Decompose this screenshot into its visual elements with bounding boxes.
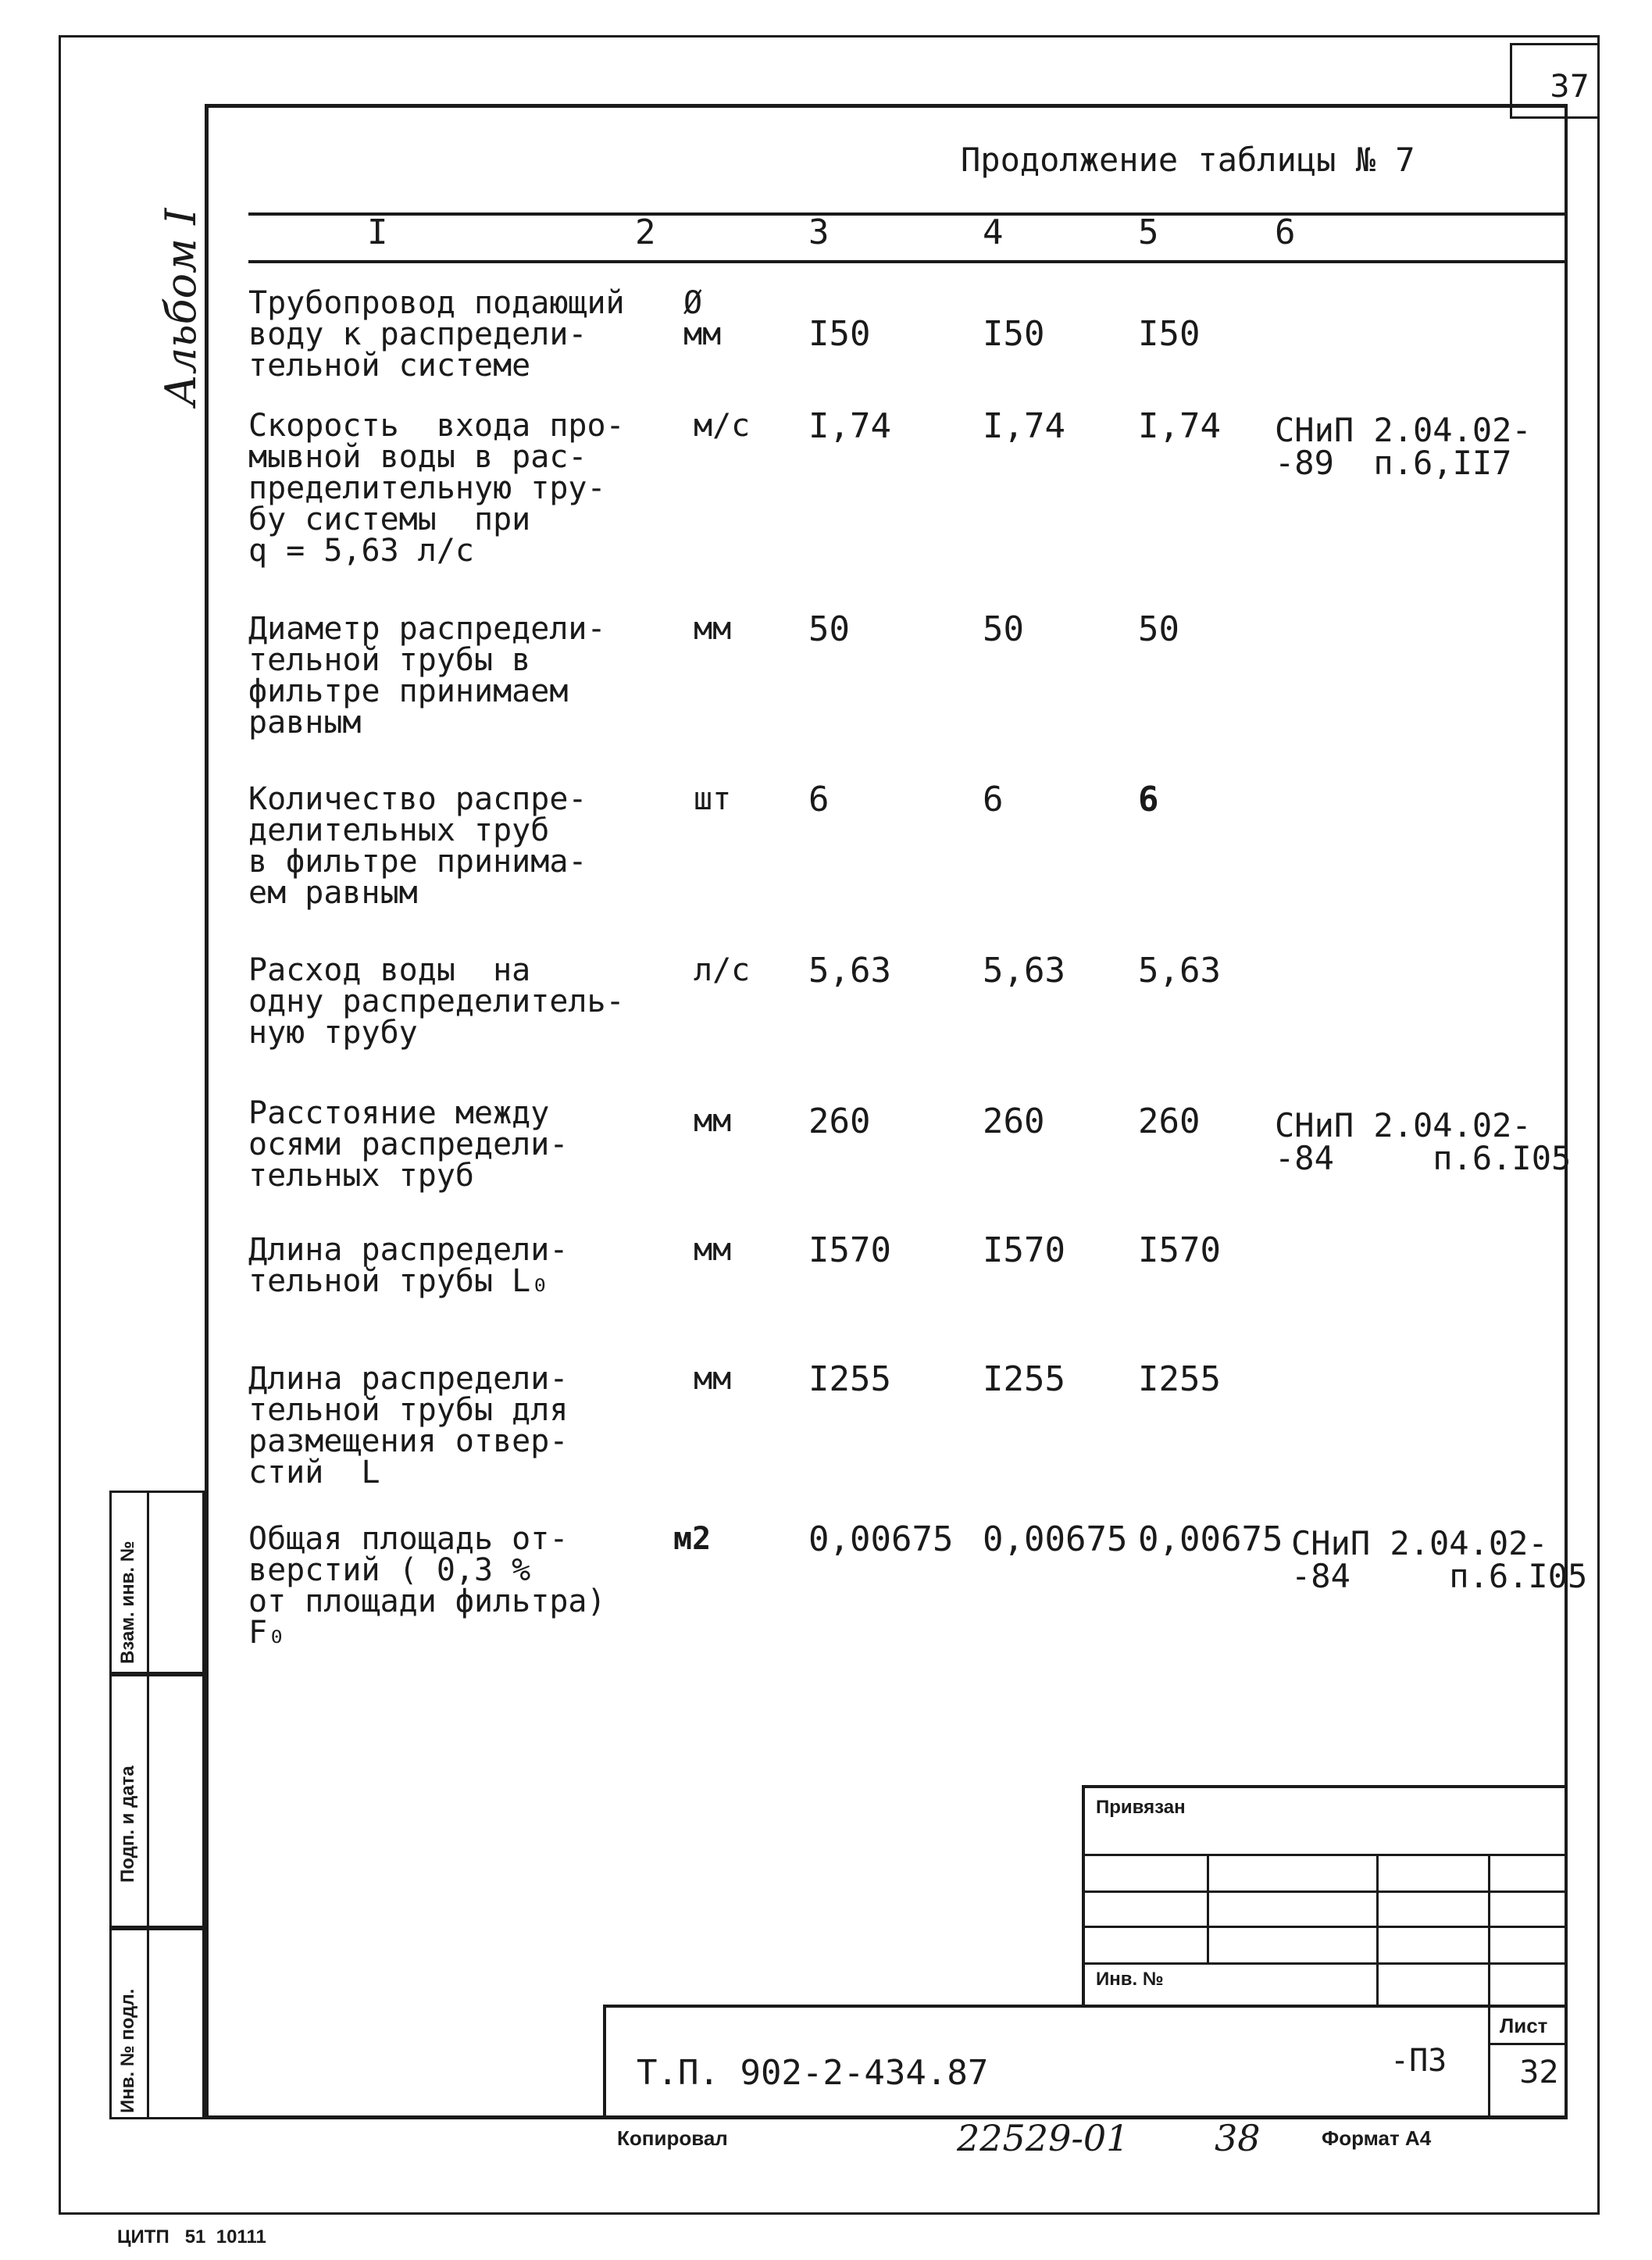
table-caption: Продолжение таблицы № 7 bbox=[961, 141, 1415, 179]
table-cell: I,74 bbox=[1138, 406, 1221, 446]
stamp-inv-no: Инв. № bbox=[1096, 1969, 1164, 1990]
doc-code bbox=[637, 2053, 988, 2093]
stamp-rule bbox=[1082, 1926, 1568, 1928]
header-top-rule bbox=[248, 212, 1565, 216]
table-row-name: Общая площадь от- верстий ( 0,3 % от площади фильтра) F₀ bbox=[248, 1521, 606, 1651]
table-row-unit: Ø мм bbox=[683, 285, 722, 352]
table-cell: I50 bbox=[808, 314, 871, 354]
stamp-col bbox=[1376, 1854, 1379, 2008]
album-label: Альбом I bbox=[156, 208, 205, 406]
table-cell: 0,00675 bbox=[808, 1519, 954, 1559]
table-cell: I255 bbox=[1138, 1359, 1221, 1399]
table-cell: 5,63 bbox=[808, 951, 891, 991]
page-number: 37 bbox=[1550, 69, 1590, 105]
table-cell: I255 bbox=[983, 1359, 1065, 1399]
title-block-top bbox=[603, 2005, 1568, 2008]
table-row-unit: мм bbox=[694, 1232, 732, 1268]
table-row-note: СНиП 2.04.02- -89 п.6,II7 bbox=[1275, 411, 1532, 482]
doc-code-text: Т.П. 902-2-434.87 bbox=[637, 2053, 989, 2093]
table-cell: I50 bbox=[1138, 314, 1201, 354]
table-row-name: Расстояние между осями распредели- тельных труб bbox=[248, 1095, 569, 1194]
table-row-unit: мм bbox=[694, 611, 732, 647]
table-cell: 6 bbox=[983, 780, 1004, 819]
stamp-rule bbox=[1082, 1962, 1568, 1965]
table-cell: I570 bbox=[1138, 1230, 1221, 1270]
column-header-5: 5 bbox=[1138, 212, 1159, 252]
table-cell: 50 bbox=[983, 609, 1024, 649]
side-label-inv: Инв. № подл. bbox=[117, 1988, 138, 2113]
column-header-6: 6 bbox=[1275, 212, 1296, 252]
column-header-1: I bbox=[367, 212, 388, 252]
table-row-name: Скорость входа про- мывной воды в рас- пределительную тру- бу системы при q = 5,63 л/с bbox=[248, 408, 625, 569]
table-cell: I570 bbox=[808, 1230, 891, 1270]
table-cell: 260 bbox=[1138, 1101, 1201, 1141]
sheet-label: Лист bbox=[1500, 2014, 1548, 2037]
sheet-number: 32 bbox=[1519, 2055, 1559, 2090]
table-row-unit: м/с bbox=[694, 408, 751, 444]
footer-printer: ЦИТП 51 10111 bbox=[117, 2226, 266, 2248]
table-cell: 5,63 bbox=[983, 951, 1065, 991]
table-cell: 6 bbox=[808, 780, 830, 819]
stamp-privyazan: Привязан bbox=[1096, 1797, 1186, 1818]
table-row-unit: мм bbox=[694, 1103, 732, 1139]
doc-section: -ПЗ bbox=[1390, 2043, 1447, 2079]
table-row-unit: шт bbox=[694, 781, 732, 817]
sheet-box-left bbox=[1488, 2005, 1490, 2119]
table-cell: 5,63 bbox=[1138, 951, 1221, 991]
table-cell: 50 bbox=[808, 609, 850, 649]
stamp-frame-left bbox=[1082, 1785, 1085, 2008]
title-block-left bbox=[603, 2005, 606, 2119]
table-row-unit: л/с bbox=[694, 952, 751, 988]
table-row-name: Длина распредели- тельной трубы для размещения отвер- стий L bbox=[248, 1361, 569, 1491]
table-row-unit: мм bbox=[694, 1361, 732, 1397]
table-cell: 260 bbox=[983, 1101, 1045, 1141]
stamp-col bbox=[1207, 1854, 1209, 1962]
table-cell: 260 bbox=[808, 1101, 871, 1141]
table-cell: 0,00675 bbox=[983, 1519, 1128, 1559]
column-header-4: 4 bbox=[983, 212, 1004, 252]
side-label-podp: Подп. и дата bbox=[117, 1766, 138, 1883]
sheet-box-rule bbox=[1488, 2043, 1568, 2045]
stamp-frame-top bbox=[1082, 1785, 1568, 1788]
footer-format: Формат А4 bbox=[1322, 2126, 1432, 2150]
side-box-divider bbox=[147, 1491, 149, 2119]
table-row-name: Расход воды на одну распределитель- ную трубу bbox=[248, 952, 625, 1051]
page-number-box bbox=[1510, 43, 1600, 119]
table-row-note: СНиП 2.04.02- -84 п.6.I05 bbox=[1275, 1106, 1572, 1177]
stamp-rule bbox=[1082, 1890, 1568, 1893]
table-row-note: СНиП 2.04.02- -84 п.6.I05 bbox=[1291, 1524, 1588, 1595]
table-row-name: Диаметр распредели- тельной трубы в фильтре принимаем равным bbox=[248, 611, 606, 741]
column-header-3: 3 bbox=[808, 212, 830, 252]
stamp-rule bbox=[1082, 1854, 1568, 1856]
header-bottom-rule bbox=[248, 260, 1565, 263]
table-row-name: Длина распредели- тельной трубы L₀ bbox=[248, 1232, 569, 1299]
table-cell: 50 bbox=[1138, 609, 1179, 649]
column-header-2: 2 bbox=[635, 212, 656, 252]
table-cell: 0,00675 bbox=[1138, 1519, 1283, 1559]
table-cell: I,74 bbox=[808, 406, 891, 446]
table-row-unit: м2 bbox=[673, 1521, 712, 1557]
stamp-col bbox=[1488, 1854, 1490, 2008]
table-cell: I255 bbox=[808, 1359, 891, 1399]
table-row-name: Трубопровод подающий воду к распредели- тельной системе bbox=[248, 285, 625, 384]
side-label-vzam: Взам. инв. № bbox=[117, 1541, 138, 1664]
footer-kopiroval: Копировал bbox=[617, 2126, 728, 2150]
table-row-name: Количество распре- делительных труб в фильтре принима- ем равным bbox=[248, 781, 587, 911]
table-cell: I570 bbox=[983, 1230, 1065, 1270]
footer-order-no: 22529-01 bbox=[957, 2117, 1129, 2159]
table-cell: I,74 bbox=[983, 406, 1065, 446]
table-cell: I50 bbox=[983, 314, 1045, 354]
table-cell: 6 bbox=[1138, 780, 1159, 819]
footer-copy-no: 38 bbox=[1215, 2117, 1261, 2159]
